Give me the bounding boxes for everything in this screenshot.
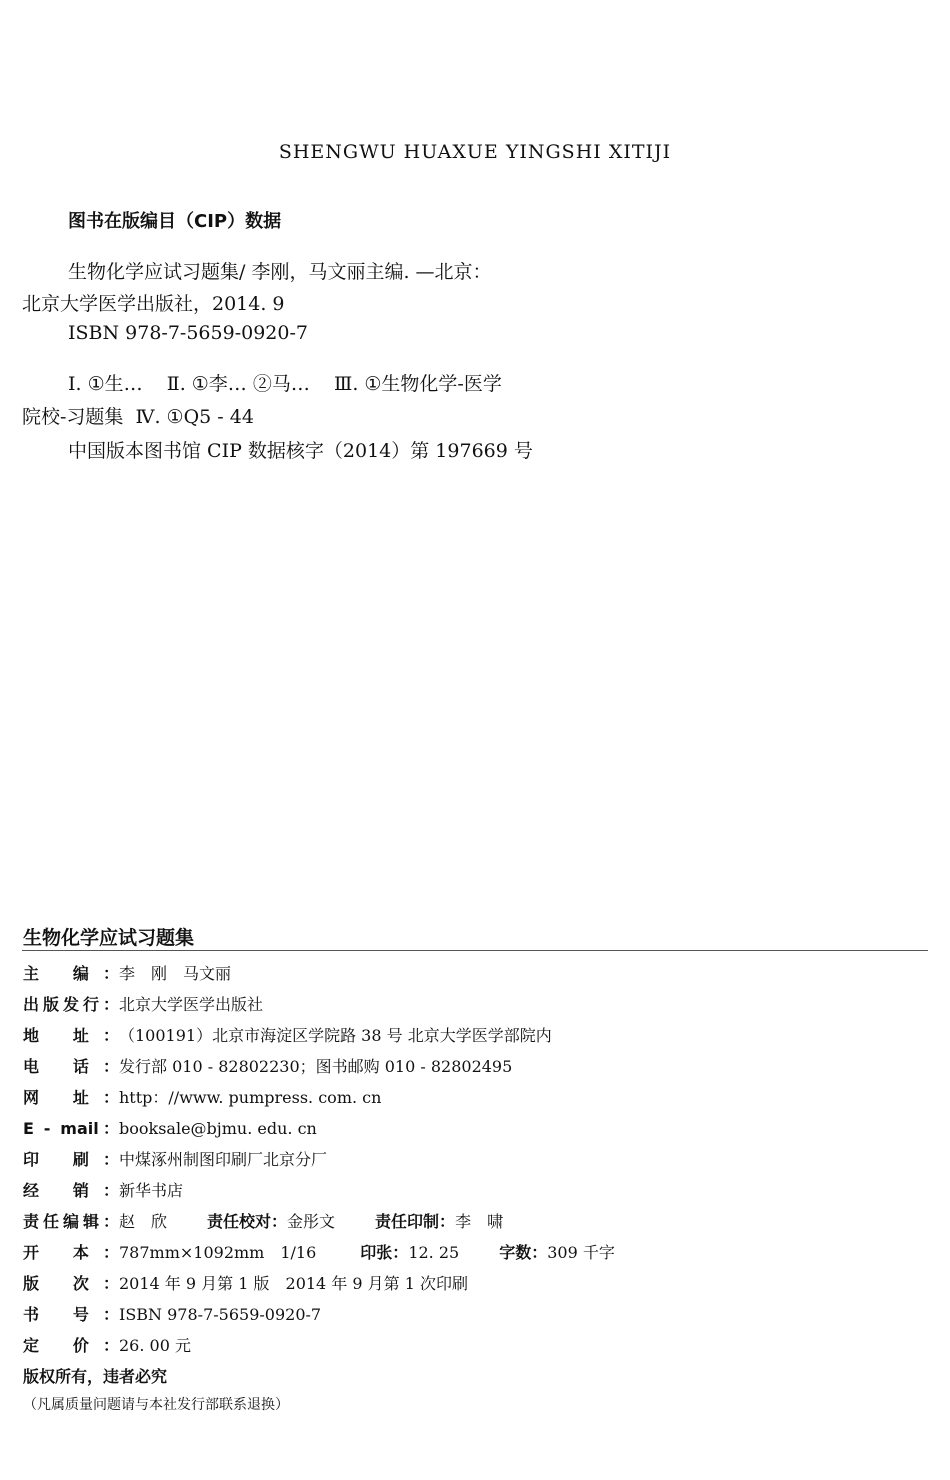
editor-row [23, 961, 231, 984]
pinyin-title: SHENGWU HUAXUE YINGSHI XITIJI [278, 141, 672, 163]
cip-line-1: 生物化学应试习题集/ 李刚，马文丽主编. —北京： [68, 261, 492, 283]
address-value: （100191）北京市海淀区学院路 38 号 北京大学医学部院内 [119, 1026, 552, 1045]
publisher-label: 出版发行： [23, 995, 119, 1014]
resp-print-label: 责任印制： [375, 1212, 456, 1231]
resp-editor-label: 责任编辑： [23, 1212, 119, 1231]
email-value: booksale@bjmu. edu. cn [119, 1119, 317, 1138]
edition-value: 2014 年 9 月第 1 版 2014 年 9 月第 1 次印刷 [119, 1274, 469, 1293]
phone-row [23, 1054, 512, 1077]
printer-value: 中煤涿州制图印刷厂北京分厂 [119, 1150, 328, 1169]
email-row [23, 1116, 317, 1139]
website-row [23, 1085, 381, 1108]
cip-line-3: ISBN 978-7-5659-0920-7 [68, 322, 308, 344]
publisher-value: 北京大学医学出版社 [119, 995, 264, 1014]
distributor-value: 新华书店 [119, 1181, 184, 1200]
editor-label: 主 编： [23, 964, 119, 983]
price-label: 定 价： [23, 1336, 119, 1355]
editor-value: 李 刚 马文丽 [119, 964, 232, 983]
website-label: 网 址： [23, 1088, 119, 1107]
isbn-value: ISBN 978-7-5659-0920-7 [119, 1305, 322, 1324]
cip-heading: 图书在版编目（CIP）数据 [68, 211, 282, 232]
resp-proof-label: 责任校对： [207, 1212, 288, 1231]
edition-label: 版 次： [23, 1274, 119, 1293]
return-note: （凡属质量问题请与本社发行部联系退换） [23, 1397, 289, 1413]
isbn-row [23, 1302, 321, 1325]
words-label: 字数： [499, 1243, 548, 1262]
cip-line-6: 中国版本图书馆 CIP 数据核字（2014）第 197669 号 [68, 440, 533, 462]
printer-row [23, 1147, 327, 1170]
book-title: 生物化学应试习题集 [23, 927, 195, 949]
publisher-row [23, 992, 263, 1015]
edition-row [23, 1271, 468, 1294]
format-value: 787mm×1092mm 1/16 [119, 1243, 317, 1262]
website-value: http：//www. pumpress. com. cn [119, 1088, 382, 1107]
sheets-label: 印张： [360, 1243, 409, 1262]
distributor-row [23, 1178, 183, 1201]
phone-label: 电 话： [23, 1057, 119, 1076]
address-label: 地 址： [23, 1026, 119, 1045]
address-row [23, 1023, 552, 1046]
responsibility-row [23, 1209, 503, 1232]
cip-line-2: 北京大学医学出版社，2014. 9 [22, 293, 285, 315]
price-value: 26. 00 元 [119, 1336, 191, 1355]
phone-value: 发行部 010 - 82802230；图书邮购 010 - 82802495 [119, 1057, 513, 1076]
format-label: 开 本： [23, 1243, 119, 1262]
isbn-label: 书 号： [23, 1305, 119, 1324]
resp-editor-value: 赵 欣 [119, 1212, 168, 1231]
copyright-notice: 版权所有，违者必究 [23, 1367, 168, 1386]
cip-line-4: Ⅰ. ①生… Ⅱ. ①李… ②马… Ⅲ. ①生物化学-医学 [68, 373, 502, 395]
resp-print-value: 李 啸 [455, 1212, 504, 1231]
resp-proof-value: 金彤文 [287, 1212, 336, 1231]
sheets-value: 12. 25 [408, 1243, 460, 1262]
email-label: E - mail： [23, 1119, 119, 1138]
words-value: 309 千字 [547, 1243, 615, 1262]
price-row [23, 1333, 191, 1356]
cip-line-5: 院校-习题集 Ⅳ. ①Q5 - 44 [22, 406, 254, 428]
format-row [23, 1240, 615, 1263]
divider [22, 950, 928, 951]
distributor-label: 经 销： [23, 1181, 119, 1200]
printer-label: 印 刷： [23, 1150, 119, 1169]
